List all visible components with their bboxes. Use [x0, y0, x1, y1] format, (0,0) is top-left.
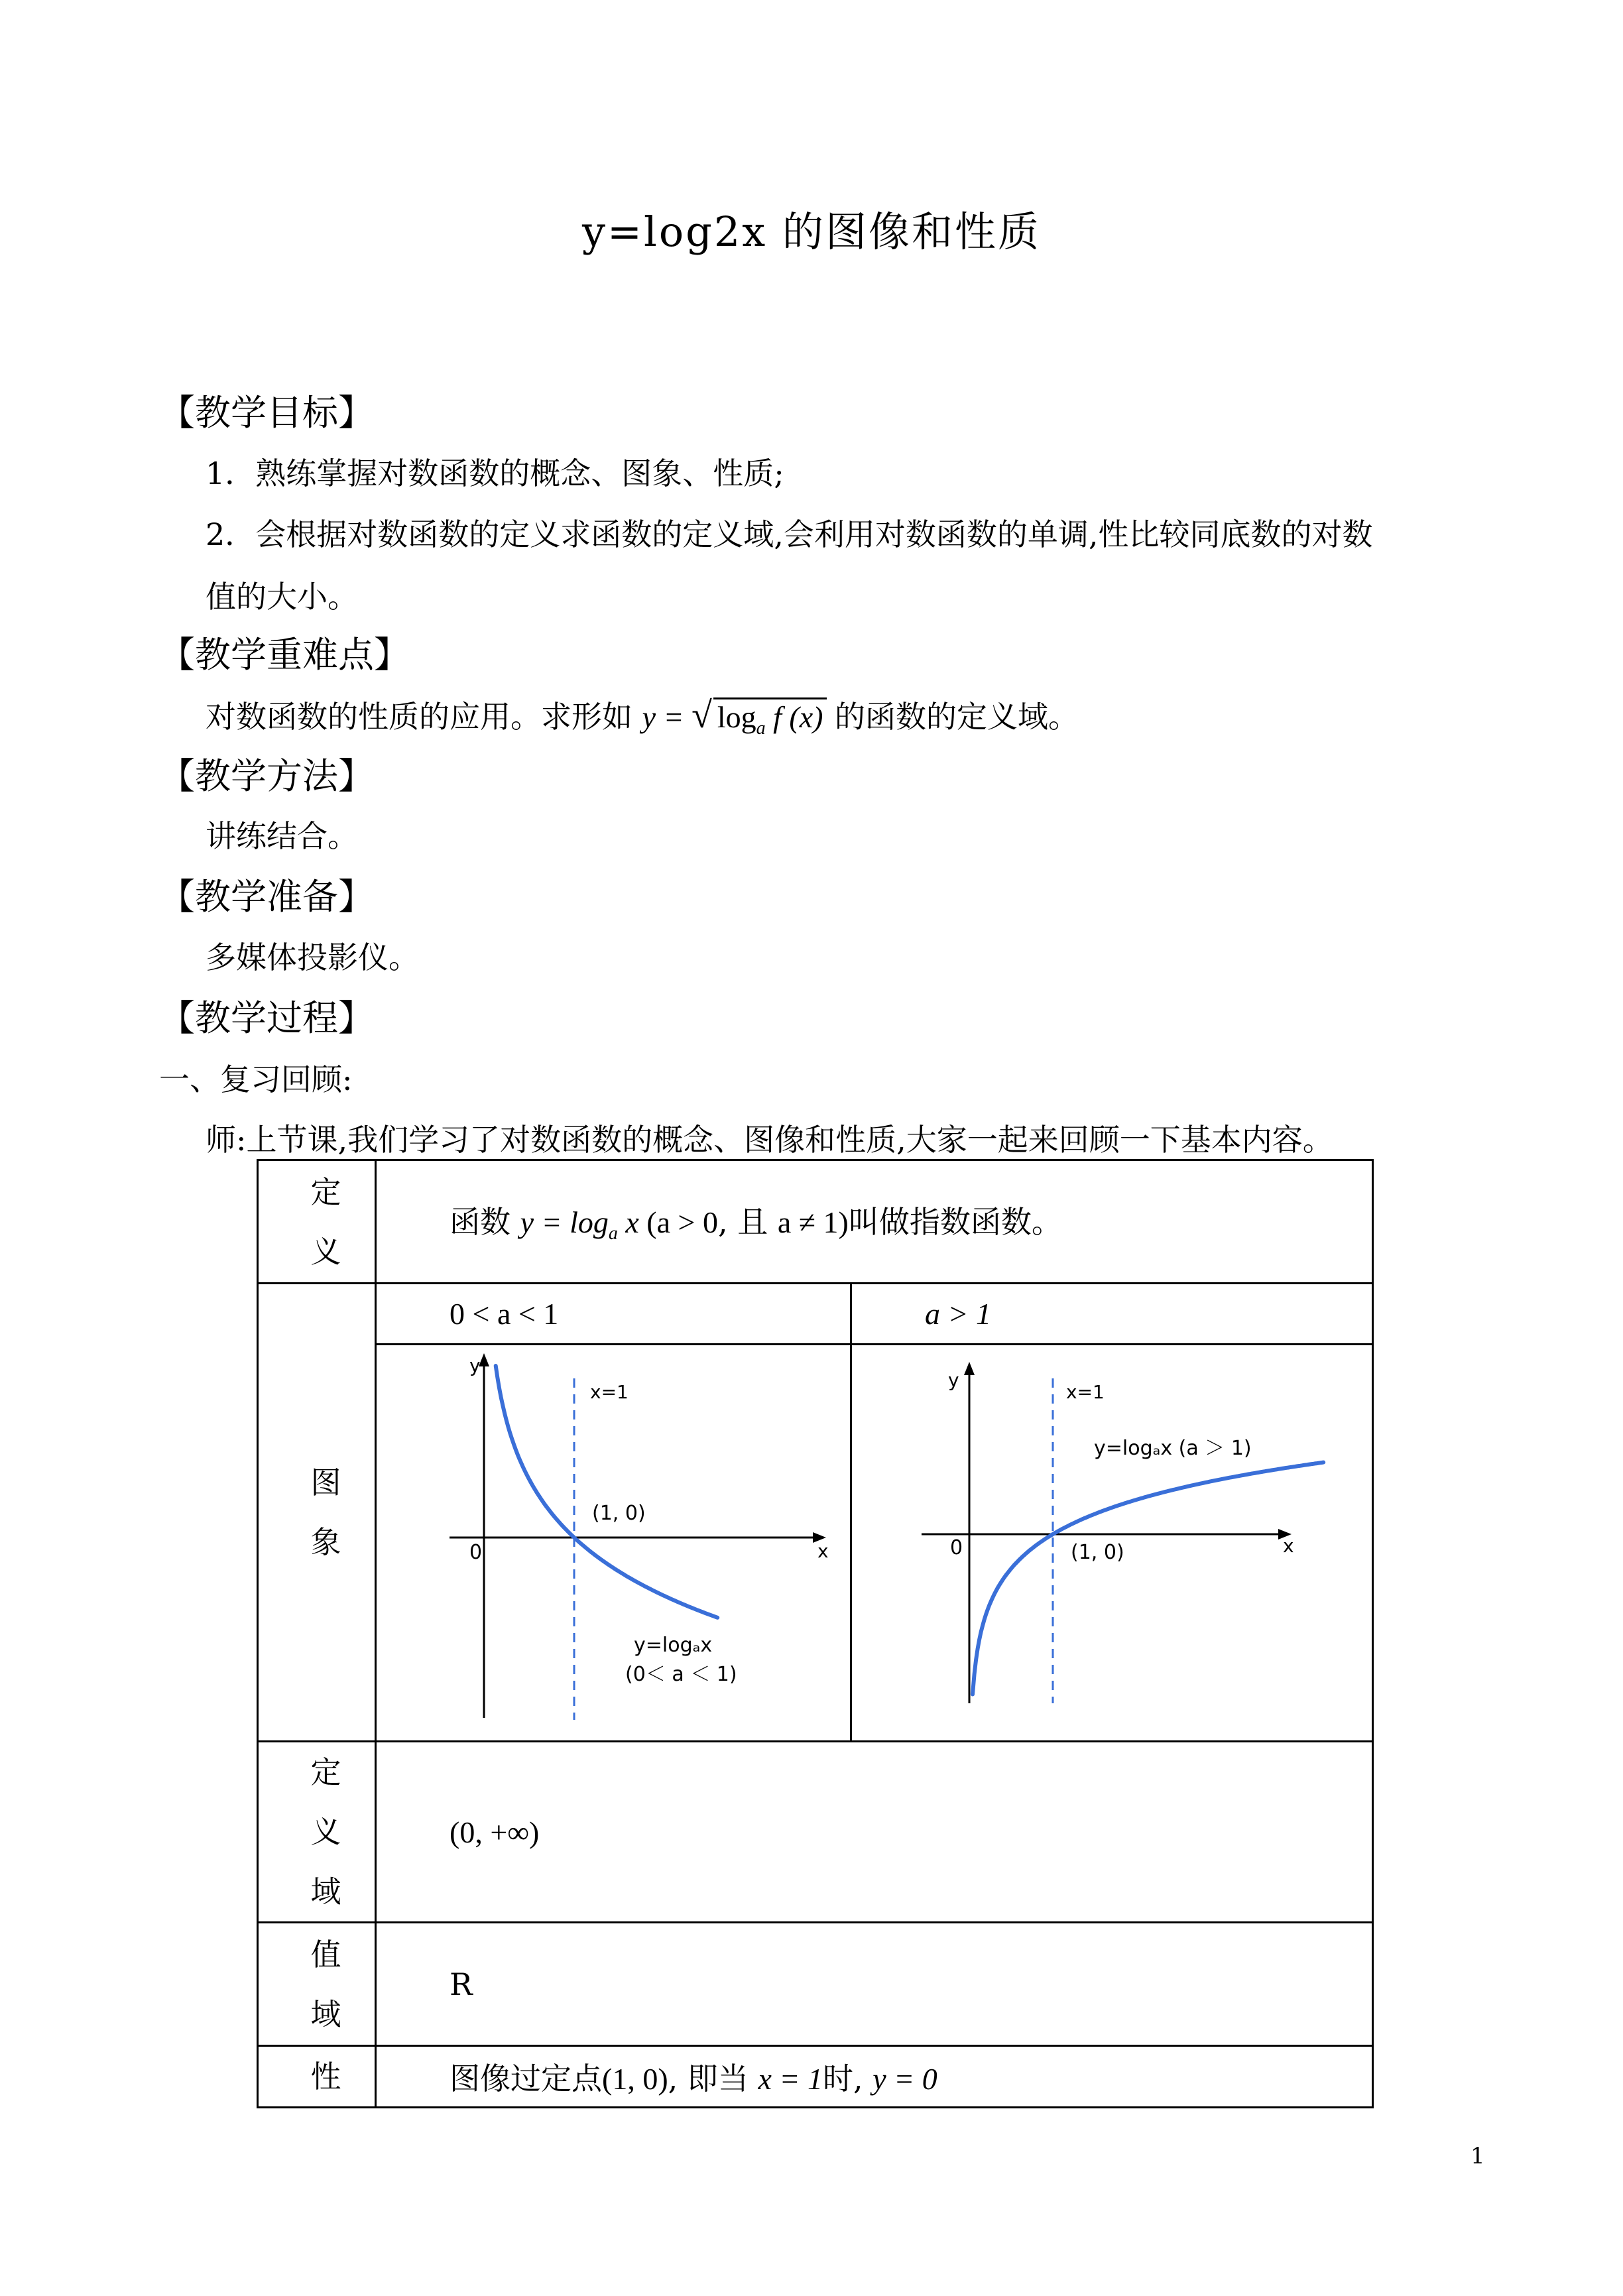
left-graph — [377, 1345, 850, 1738]
right-y-label: y — [948, 1369, 959, 1391]
definition-content: 函数 $y = \log_a x$ (a > 0, 且 a ≠ 1)叫做指数函数。 — [376, 1160, 1373, 1284]
right-x-label: x — [1283, 1535, 1294, 1557]
label-graph: 图 象 — [258, 1284, 376, 1742]
right-curve — [973, 1463, 1323, 1695]
objective-item-3: 值的大小。 — [206, 579, 358, 615]
left-point-label: (1, 0) — [592, 1502, 646, 1525]
formula-lhs: y = — [642, 700, 684, 734]
preparation-text: 多媒体投影仪。 — [206, 939, 419, 975]
left-graph-cell — [376, 1345, 851, 1742]
left-vline-label: x=1 — [590, 1381, 629, 1403]
left-graph-header: 0 < a < 1 — [376, 1284, 851, 1345]
formula-log: log — [717, 700, 756, 734]
right-graph — [852, 1345, 1372, 1738]
right-origin-label: 0 — [950, 1536, 963, 1559]
heading-method: 【教学方法】 — [159, 755, 374, 797]
left-curve-label-1: y=logₐx — [634, 1634, 713, 1657]
objective-item-1: 1．熟练掌握对数函数的概念、图象、性质; — [206, 455, 784, 491]
left-curve-label-2: (0＜ a ＜ 1) — [625, 1663, 737, 1686]
heading-process: 【教学过程】 — [159, 997, 374, 1039]
key-points-formula — [642, 695, 835, 739]
row-domain — [258, 1742, 1373, 1923]
row-definition — [258, 1160, 1373, 1284]
key-points-text — [206, 693, 1079, 739]
review-table — [257, 1159, 1374, 2108]
left-origin-label: 0 — [469, 1541, 483, 1564]
heading-key-points: 【教学重难点】 — [159, 634, 410, 676]
label-definition: 定 义 — [258, 1160, 376, 1284]
formula-base: a — [756, 718, 766, 739]
page-number: 1 — [1471, 2143, 1485, 2169]
key-points-before: 对数函数的性质的应用。求形如 — [206, 699, 632, 735]
right-graph-header: a > 1 — [851, 1284, 1373, 1345]
process-step: 一、复习回顾: — [159, 1061, 353, 1097]
right-y-arrow-icon — [964, 1362, 975, 1375]
row-property — [258, 2046, 1373, 2108]
formula-radicand — [713, 697, 827, 739]
label-property: 性 — [258, 2046, 376, 2108]
process-teacher: 师:上节课,我们学习了对数函数的概念、图像和性质,大家一起来回顾一下基本内容。 — [206, 1122, 1333, 1158]
page-title: y=log2x 的图像和性质 — [582, 208, 1041, 256]
right-vline-label: x=1 — [1066, 1381, 1105, 1403]
right-point-label: (1, 0) — [1071, 1541, 1124, 1564]
property-content: 图像过定点(1, 0), 即当 x = 1时, y = 0 — [376, 2046, 1373, 2108]
right-curve-label: y=logₐx (a ＞ 1) — [1094, 1437, 1252, 1460]
label-domain: 定 义 域 — [258, 1742, 376, 1923]
sqrt-sign-icon: √ — [691, 695, 712, 736]
row-graph-headers — [258, 1284, 1373, 1345]
formula-arg: f (x) — [773, 700, 823, 734]
objective-item-2: 2．会根据对数函数的定义求函数的定义域,会利用对数函数的单调,性比较同底数的对数 — [206, 516, 1373, 552]
row-range — [258, 1923, 1373, 2046]
heading-objectives: 【教学目标】 — [159, 392, 374, 434]
domain-value: (0, +∞) — [376, 1742, 1373, 1923]
right-graph-cell — [851, 1345, 1373, 1742]
row-graphs — [258, 1345, 1373, 1742]
left-curve — [496, 1366, 717, 1618]
left-y-label: y — [469, 1355, 481, 1376]
label-range: 值 域 — [258, 1923, 376, 2046]
key-points-after: 的函数的定义域。 — [834, 699, 1079, 735]
left-x-label: x — [817, 1540, 829, 1562]
range-value: R — [376, 1923, 1373, 2046]
heading-preparation: 【教学准备】 — [159, 876, 374, 918]
method-text: 讲练结合。 — [206, 818, 358, 854]
